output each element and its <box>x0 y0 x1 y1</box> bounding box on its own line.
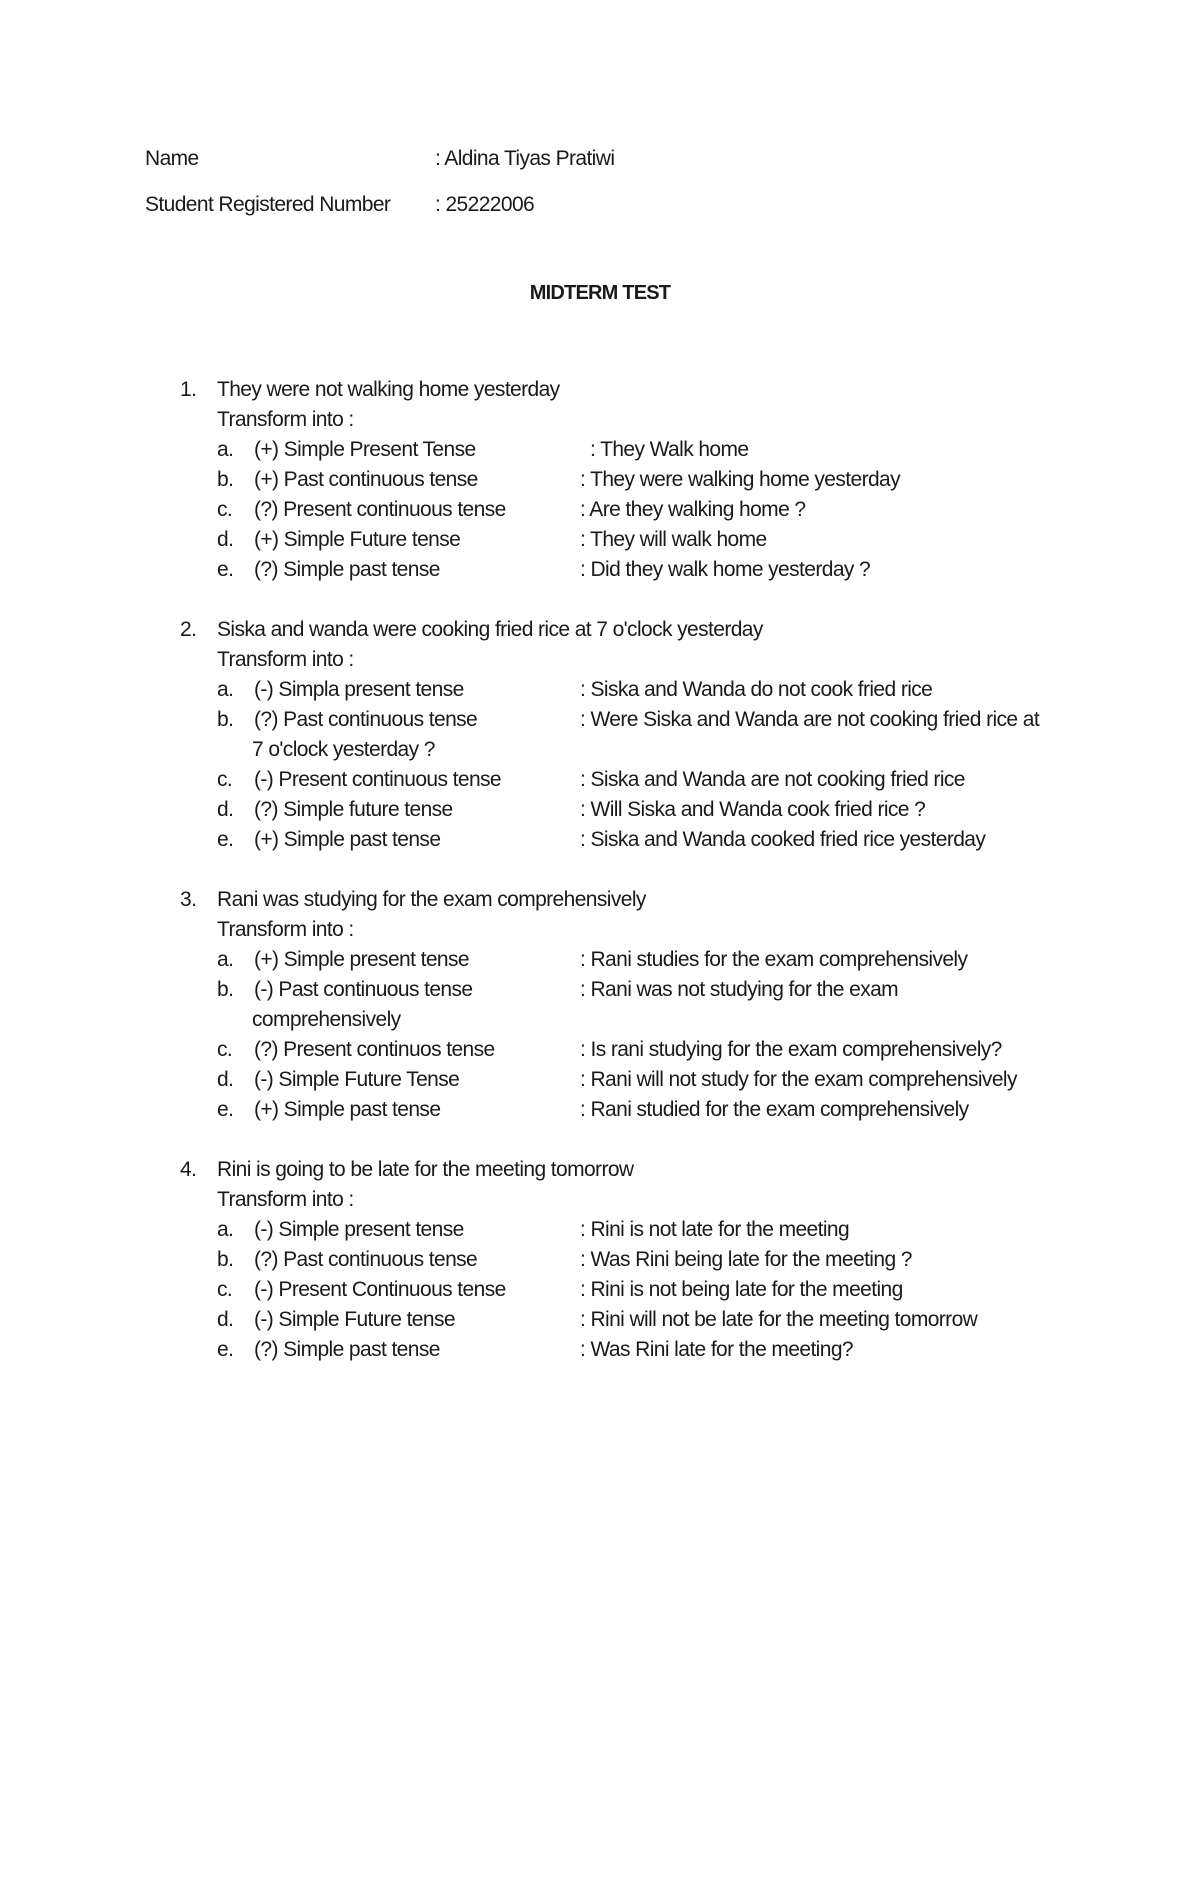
transform-label: Transform into : <box>217 1188 354 1211</box>
item-answer: : Rani studies for the exam comprehensively <box>580 948 968 971</box>
item-tense: (+) Simple Present Tense <box>254 438 476 461</box>
item-answer: : They were walking home yesterday <box>580 468 901 491</box>
registration-value: : 25222006 <box>435 193 535 216</box>
list-item-continuation <box>0 1005 1200 1035</box>
item-tense: (+) Simple present tense <box>254 948 469 971</box>
item-answer: : Did they walk home yesterday ? <box>580 558 871 581</box>
item-letter: a. <box>217 948 234 971</box>
item-letter: a. <box>217 678 234 701</box>
item-answer: : Rani will not study for the exam comprehensively <box>580 1068 1017 1091</box>
item-answer-continuation: comprehensively <box>252 1008 401 1031</box>
question-number: 4. <box>180 1158 197 1181</box>
item-answer: : Rini will not be late for the meeting tomorrow <box>580 1308 978 1331</box>
list-item-continuation <box>0 735 1200 765</box>
item-answer: : Siska and Wanda do not cook fried rice <box>580 678 933 701</box>
list-item <box>0 435 1200 465</box>
page-title: MIDTERM TEST <box>529 282 671 304</box>
item-tense: (-) Simple Future Tense <box>254 1068 460 1091</box>
item-answer: : Rani studied for the exam comprehensively <box>580 1098 969 1121</box>
item-tense: (-) Simpla present tense <box>254 678 464 701</box>
item-answer: : Rini is not late for the meeting <box>580 1218 850 1241</box>
item-tense: (+) Simple past tense <box>254 828 441 851</box>
item-letter: e. <box>217 558 234 581</box>
list-item <box>0 705 1200 735</box>
list-item <box>0 675 1200 705</box>
item-tense: (+) Simple past tense <box>254 1098 441 1121</box>
item-answer: : Are they walking home ? <box>580 498 806 521</box>
item-letter: a. <box>217 1218 234 1241</box>
item-tense: (?) Past continuous tense <box>254 708 478 731</box>
transform-label: Transform into : <box>217 648 354 671</box>
question-number: 2. <box>180 618 197 641</box>
registration-label: Student Registered Number <box>145 193 391 216</box>
item-answer: : Was Rini being late for the meeting ? <box>580 1248 912 1271</box>
transform-label: Transform into : <box>217 918 354 941</box>
item-tense: (-) Present Continuous tense <box>254 1278 506 1301</box>
name-value: : Aldina Tiyas Pratiwi <box>435 147 615 170</box>
item-answer: : Were Siska and Wanda are not cooking fried rice at <box>580 708 1040 731</box>
item-answer: : Siska and Wanda are not cooking fried rice <box>580 768 965 791</box>
question-number: 1. <box>180 378 197 401</box>
question-sentence: Rini is going to be late for the meeting tomorrow <box>217 1158 634 1181</box>
question-sentence: Rani was studying for the exam comprehensively <box>217 888 646 911</box>
item-answer: : Siska and Wanda cooked fried rice yesterday <box>580 828 986 851</box>
item-letter: c. <box>217 1278 233 1301</box>
item-tense: (-) Simple present tense <box>254 1218 464 1241</box>
item-letter: b. <box>217 708 234 731</box>
item-answer: : They will walk home <box>580 528 767 551</box>
item-tense: (?) Simple future tense <box>254 798 453 821</box>
item-tense: (-) Present continuous tense <box>254 768 502 791</box>
item-letter: b. <box>217 1248 234 1271</box>
list-item <box>0 1245 1200 1275</box>
name-label: Name <box>145 147 199 170</box>
item-answer: : Was Rini late for the meeting? <box>580 1338 853 1361</box>
list-item <box>0 975 1200 1005</box>
list-item <box>0 1335 1200 1365</box>
item-letter: e. <box>217 828 234 851</box>
list-item <box>0 1215 1200 1245</box>
item-letter: b. <box>217 978 234 1001</box>
item-tense: (?) Simple past tense <box>254 1338 440 1361</box>
item-tense: (+) Simple Future tense <box>254 528 461 551</box>
item-tense: (?) Present continuous tense <box>254 498 506 521</box>
list-item <box>0 1035 1200 1065</box>
item-letter: b. <box>217 468 234 491</box>
item-answer: : Rani was not studying for the exam <box>580 978 899 1001</box>
item-answer-continuation: 7 o'clock yesterday ? <box>252 738 435 761</box>
list-item <box>0 1275 1200 1305</box>
item-letter: c. <box>217 498 233 521</box>
item-tense: (+) Past continuous tense <box>254 468 478 491</box>
list-item <box>0 1065 1200 1095</box>
item-answer: : Rini is not being late for the meeting <box>580 1278 903 1301</box>
question-number: 3. <box>180 888 197 911</box>
question-sentence: Siska and wanda were cooking fried rice at 7 o'clock yesterday <box>217 618 763 641</box>
item-letter: e. <box>217 1098 234 1121</box>
item-tense: (?) Past continuous tense <box>254 1248 478 1271</box>
item-letter: e. <box>217 1338 234 1361</box>
item-letter: c. <box>217 768 233 791</box>
item-answer: : Is rani studying for the exam comprehensively? <box>580 1038 1002 1061</box>
list-item <box>0 945 1200 975</box>
item-letter: c. <box>217 1038 233 1061</box>
item-letter: d. <box>217 1308 234 1331</box>
item-letter: d. <box>217 798 234 821</box>
item-tense: (-) Simple Future tense <box>254 1308 455 1331</box>
item-answer: : Will Siska and Wanda cook fried rice ? <box>580 798 926 821</box>
item-tense: (?) Simple past tense <box>254 558 440 581</box>
list-item <box>0 465 1200 495</box>
question-sentence: They were not walking home yesterday <box>217 378 560 401</box>
list-item <box>0 525 1200 555</box>
item-letter: d. <box>217 528 234 551</box>
item-tense: (?) Present continuos tense <box>254 1038 495 1061</box>
item-answer: : They Walk home <box>590 438 749 461</box>
transform-label: Transform into : <box>217 408 354 431</box>
item-tense: (-) Past continuous tense <box>254 978 473 1001</box>
item-letter: a. <box>217 438 234 461</box>
list-item <box>0 765 1200 795</box>
list-item <box>0 825 1200 855</box>
list-item <box>0 1305 1200 1335</box>
list-item <box>0 555 1200 585</box>
item-letter: d. <box>217 1068 234 1091</box>
list-item <box>0 795 1200 825</box>
list-item <box>0 1095 1200 1125</box>
list-item <box>0 495 1200 525</box>
